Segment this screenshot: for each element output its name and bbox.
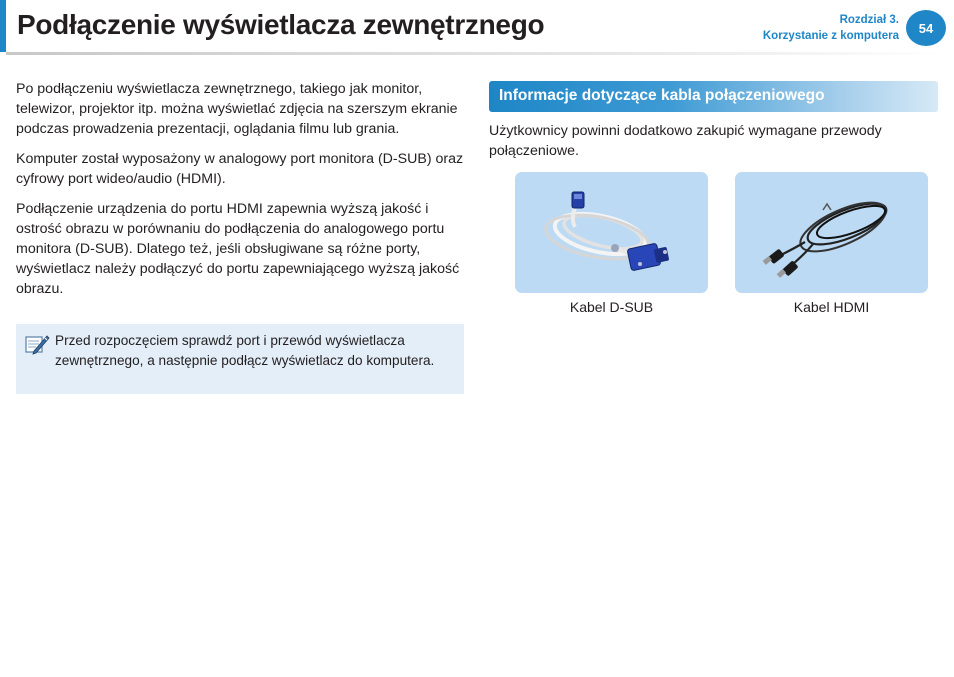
chapter-number: Rozdział 3.	[839, 14, 899, 26]
paragraph-hdmi-quality: Podłączenie urządzenia do portu HDMI zapewnia wyższą jakość i ostrość obrazu w porównaniu do podłączenia do analogowego portu monitora (D-SUB). Dlatego też, jeśli obsługiwane są różne porty, wyświetlacz należy podłączyć do portu zapewniającego wyższą jakość obrazu.	[16, 201, 460, 297]
header-divider	[6, 52, 946, 55]
hdmi-cable-icon	[735, 172, 928, 293]
page-title: Podłączenie wyświetlacza zewnętrznego	[17, 9, 545, 40]
paragraph-ports: Komputer został wyposażony w analogowy port monitora (D-SUB) oraz cyfrowy port wideo/audio (HDMI).	[16, 151, 464, 187]
hdmi-cable-figure	[735, 172, 928, 293]
note-text: Przed rozpoczęciem sprawdź port i przewód wyświetlacza zewnętrznego, a następnie podłącz wyświetlacz do komputera.	[55, 333, 435, 368]
chapter-label	[763, 12, 899, 44]
note-box	[16, 324, 464, 394]
paragraph-intro: Po podłączeniu wyświetlacza zewnętrznego, takiego jak monitor, telewizor, projektor itp. można wyświetlać zdjęcia na szerszym ekranie podczas prowadzenia prezentacji, oglądania filmu lub grania.	[16, 81, 458, 137]
chapter-title: Korzystanie z komputera	[762, 30, 899, 42]
page-number-badge: 54	[906, 10, 946, 46]
dsub-caption: Kabel D-SUB	[569, 299, 654, 315]
section-heading: Informacje dotyczące kabla połączeniowego	[489, 81, 938, 112]
intro-column	[16, 79, 466, 309]
dsub-cable-figure	[515, 172, 708, 293]
note-pencil-icon	[24, 332, 50, 358]
cable-intro-text: Użytkownicy powinni dodatkowo zakupić wymagane przewody połączeniowe.	[489, 123, 882, 159]
dsub-cable-icon	[515, 172, 708, 293]
hdmi-caption: Kabel HDMI	[793, 299, 870, 315]
header-accent-bar	[0, 0, 6, 52]
